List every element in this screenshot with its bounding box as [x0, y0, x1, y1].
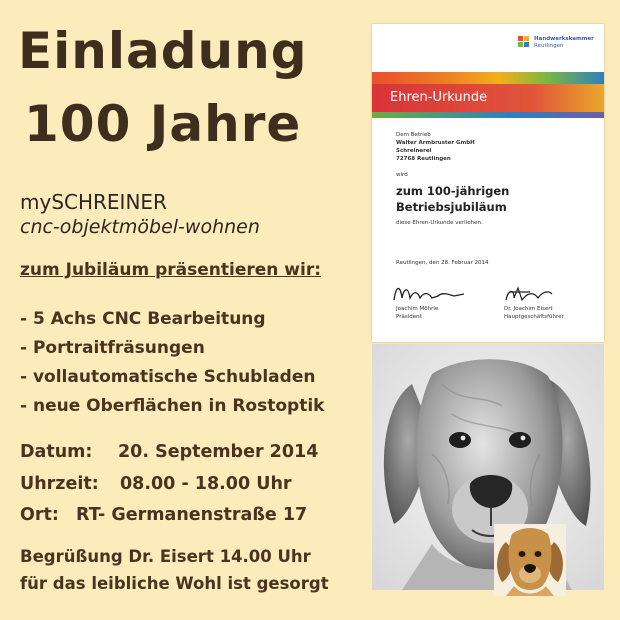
date-label: Datum: [20, 442, 93, 462]
certificate-org-line: Handwerkskammer [534, 36, 594, 42]
place-value: RT- Germanenstraße 17 [76, 505, 308, 525]
features-list [20, 305, 324, 421]
certificate-label-betrieb: Dem Betrieb [396, 132, 431, 138]
signature-right-icon [500, 282, 570, 306]
time-row [20, 474, 292, 494]
certificate-date: Reutlingen, den 28. Februar 2014 [396, 260, 489, 266]
greeting-line: Begrüßung Dr. Eisert 14.00 Uhr [20, 547, 311, 566]
signer-2-role: Hauptgeschäftsführer [504, 314, 564, 320]
dog-portrait-milling-image [372, 344, 604, 590]
signer-1-name: Joachim Möhrle [396, 306, 439, 312]
certificate-city: 72768 Reutlingen [396, 156, 451, 162]
dog-relief-icon [372, 344, 604, 590]
golden-retriever-photo-icon [494, 524, 566, 596]
title-line-1: Einladung [18, 22, 308, 80]
list-item: - vollautomatische Schubladen [20, 367, 316, 387]
certificate-image [372, 24, 604, 342]
signer-2-name: Dr. Joachim Eisert [504, 306, 553, 312]
certificate-awarded: diese Ehren-Urkunde verliehen. [396, 220, 483, 226]
list-item: - Portraitfräsungen [20, 338, 205, 358]
certificate-organization [534, 36, 594, 50]
certificate-stripe [372, 72, 604, 84]
features-heading: zum Jubiläum präsentieren wir: [20, 260, 321, 280]
dog-photo [494, 524, 566, 596]
certificate-headline-1: zum 100-jährigen [396, 184, 510, 198]
signature-left-icon [390, 280, 470, 306]
list-item: - 5 Achs CNC Bearbeitung [20, 309, 266, 329]
place-label: Ort: [20, 505, 59, 525]
date-value: 20. September 2014 [118, 442, 319, 462]
time-label: Uhrzeit: [20, 474, 99, 494]
certificate-org-line: Reutlingen [534, 43, 564, 49]
company-subtitle: cnc-objektmöbel-wohnen [20, 216, 260, 238]
catering-line: für das leibliche Wohl ist gesorgt [20, 574, 329, 593]
company-name: mySCHREINER [20, 190, 167, 214]
certificate-label-wird: wird [396, 172, 408, 178]
list-item: - neue Oberflächen in Rostoptik [20, 396, 325, 416]
certificate-headline-2: Betriebsjubiläum [396, 200, 507, 214]
certificate-trade: Schreinerei [396, 148, 432, 154]
date-row [20, 442, 318, 462]
time-value: 08.00 - 18.00 Uhr [120, 474, 292, 494]
chamber-logo-icon [518, 36, 530, 48]
certificate-title: Ehren-Urkunde [390, 90, 488, 105]
signer-1-role: Präsident [396, 314, 422, 320]
place-row [20, 505, 307, 525]
certificate-firm: Walter Armbruster GmbH [396, 140, 475, 146]
title-line-2: 100 Jahre [24, 95, 302, 153]
certificate-stripe [372, 112, 604, 118]
